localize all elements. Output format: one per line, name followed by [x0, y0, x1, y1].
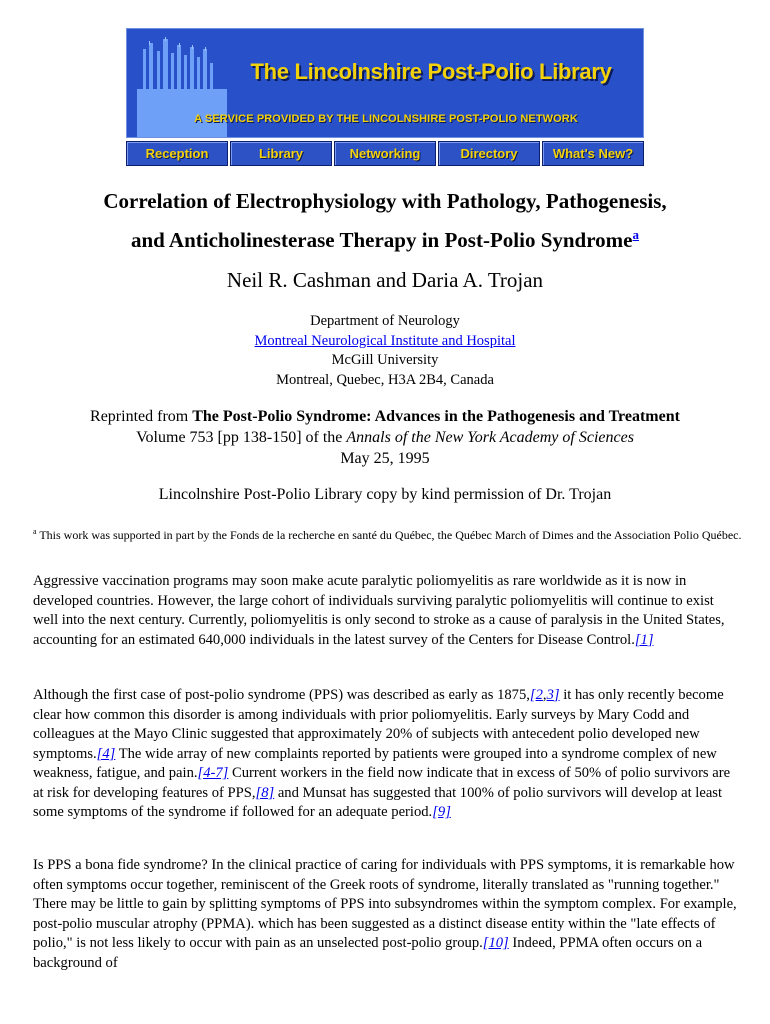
- ref-link-4-7[interactable]: [4-7]: [197, 765, 229, 781]
- nav-whats-new-button[interactable]: What's New?: [542, 141, 644, 166]
- banner-subtitle: A SERVICE PROVIDED BY THE LINCOLNSHIRE POST-POLIO NETWORK: [194, 113, 578, 125]
- footnote: [33, 524, 743, 543]
- p3-text-2: Indeed, PPMA often occurs on a background of: [33, 935, 703, 971]
- footnote-text: This work was supported in part by the Fonds de la recherche en santé du Québec, the Québec March of Dimes and the Association Polio Québec.: [36, 528, 742, 542]
- permission-note: Lincolnshire Post-Polio Library copy by kind permission of Dr. Trojan: [158, 486, 612, 503]
- p2-text-2: it has only recently become clear how common this disorder is among individuals with prior poliomyelitis. Early surveys by Mary Codd and colleagues at the Mayo Clinic suggested that approximately 20% of subjects with antecedent polio developed new symptoms.: [33, 687, 724, 762]
- ref-link-9[interactable]: [9]: [432, 804, 451, 820]
- title-line-1: Correlation of Electrophysiology with Pathology, Pathogenesis,: [103, 189, 667, 213]
- nav-reception-button[interactable]: Reception: [126, 141, 228, 166]
- site-banner: [126, 28, 644, 166]
- ref-bracket-close[interactable]: ]: [553, 687, 560, 703]
- reprint-prefix: Reprinted from: [90, 408, 193, 425]
- ref-link-4[interactable]: [4]: [96, 745, 116, 762]
- p3-text-1: Is PPS a bona fide syndrome? In the clinical practice of caring for individuals with PPS symptoms, it is remarkable how often symptoms occur together, reminiscent of the Greek roots of syndrome, literally translated as "running together." There may be little to gain by splitting symptoms of PPS into subsyndromes within the symptom complex. For example, post-polio muscular atrophy (PPMA). which has been suggested as a distinct disease entity within the "late effects of polio," is not less likely to occur with pain as an unselected post-polio group.: [33, 857, 737, 951]
- publication-date: May 25, 1995: [340, 450, 430, 467]
- nav-directory-button[interactable]: Directory: [438, 141, 540, 166]
- p1-text: Aggressive vaccination programs may soon make acute paralytic poliomyelitis as rare worldwide as it is now in developed countries. However, the large cohort of individuals surviving paralytic poliomyelitis will continue to exist well into the next century. Currently, poliomyelitis is only second to stroke as a cause of paralysis in the United States, accounting for an estimated 640,000 individuals in the latest survey of the Centers for Disease Control.: [33, 573, 725, 648]
- authors: Neil R. Cashman and Daria A. Trojan: [226, 268, 544, 292]
- nav-library-button[interactable]: Library: [230, 141, 332, 166]
- address: Montreal, Quebec, H3A 2B4, Canada: [276, 371, 494, 388]
- title-footnote-link[interactable]: a: [632, 227, 639, 242]
- paragraph-2: Although the first case of post-polio syndrome (PPS) was described as early as 1875,[2,3] it has only recently become clear how common this disorder is among individuals with prior poliomyelitis. Early surveys by Mary Codd and colleagues at the Mayo Clinic suggested that approximately 20% of subjects with antecedent polio developed new symptoms.[4] The wide array of new complaints reported by patients were grouped into a syndrome complex of new weakness, fatigue, and pain.[4-7] Current workers in the field now indicate that in excess of 50% of polio survivors are at risk for developing features of PPS,[8] and Munsat has suggested that 100% of polio survivors will develop at least some symptoms of the syndrome if followed for an adequate period.[9]: [33, 687, 731, 820]
- article-title: [20, 185, 750, 256]
- ref-link-3[interactable]: 3: [546, 687, 554, 703]
- ref-link-8[interactable]: [8]: [255, 784, 275, 801]
- reprint-info: [0, 406, 770, 469]
- ref-link-10[interactable]: [10]: [482, 935, 509, 951]
- institute-link[interactable]: Montreal Neurological Institute and Hospital: [254, 332, 516, 349]
- department: Department of Neurology: [310, 313, 460, 329]
- ref-bracket-open[interactable]: [: [529, 687, 536, 703]
- banner-title: The Lincolnshire Post-Polio Library: [250, 59, 612, 84]
- journal-name: Annals of the New York Academy of Sciences: [346, 429, 634, 446]
- university: McGill University: [331, 352, 439, 368]
- volume-text: Volume 753 [pp 138-150] of the: [136, 429, 347, 446]
- ref-link-2[interactable]: 2: [535, 687, 543, 703]
- book-title: The Post-Polio Syndrome: Advances in the Pathogenesis and Treatment: [192, 408, 680, 425]
- paragraph-1: [33, 572, 741, 650]
- banner-header[interactable]: [126, 28, 644, 138]
- p2-text-3: The wide array of new complaints reported by patients were grouped into a syndrome complex of new weakness, fatigue, and pain.: [33, 745, 717, 781]
- p2-text-4: Current workers in the field now indicate that in excess of 50% of polio survivors are at risk for developing features of PPS,: [33, 765, 731, 801]
- nav-bar: [126, 141, 644, 166]
- title-line-2: and Anticholinesterase Therapy in Post-Polio Syndrome: [130, 228, 633, 252]
- p2-text-5: and Munsat has suggested that 100% of polio survivors will develop at least some symptoms of the syndrome if followed for an adequate period.: [33, 784, 723, 820]
- nav-networking-button[interactable]: Networking: [334, 141, 436, 166]
- paragraph-3: [33, 856, 741, 974]
- footnote-marker: a: [33, 527, 37, 536]
- affiliation: [0, 312, 770, 390]
- ref-link-1[interactable]: [1]: [634, 631, 654, 648]
- p2-text-1: Although the first case of post-polio syndrome (PPS) was described as early as 1875,: [33, 687, 530, 703]
